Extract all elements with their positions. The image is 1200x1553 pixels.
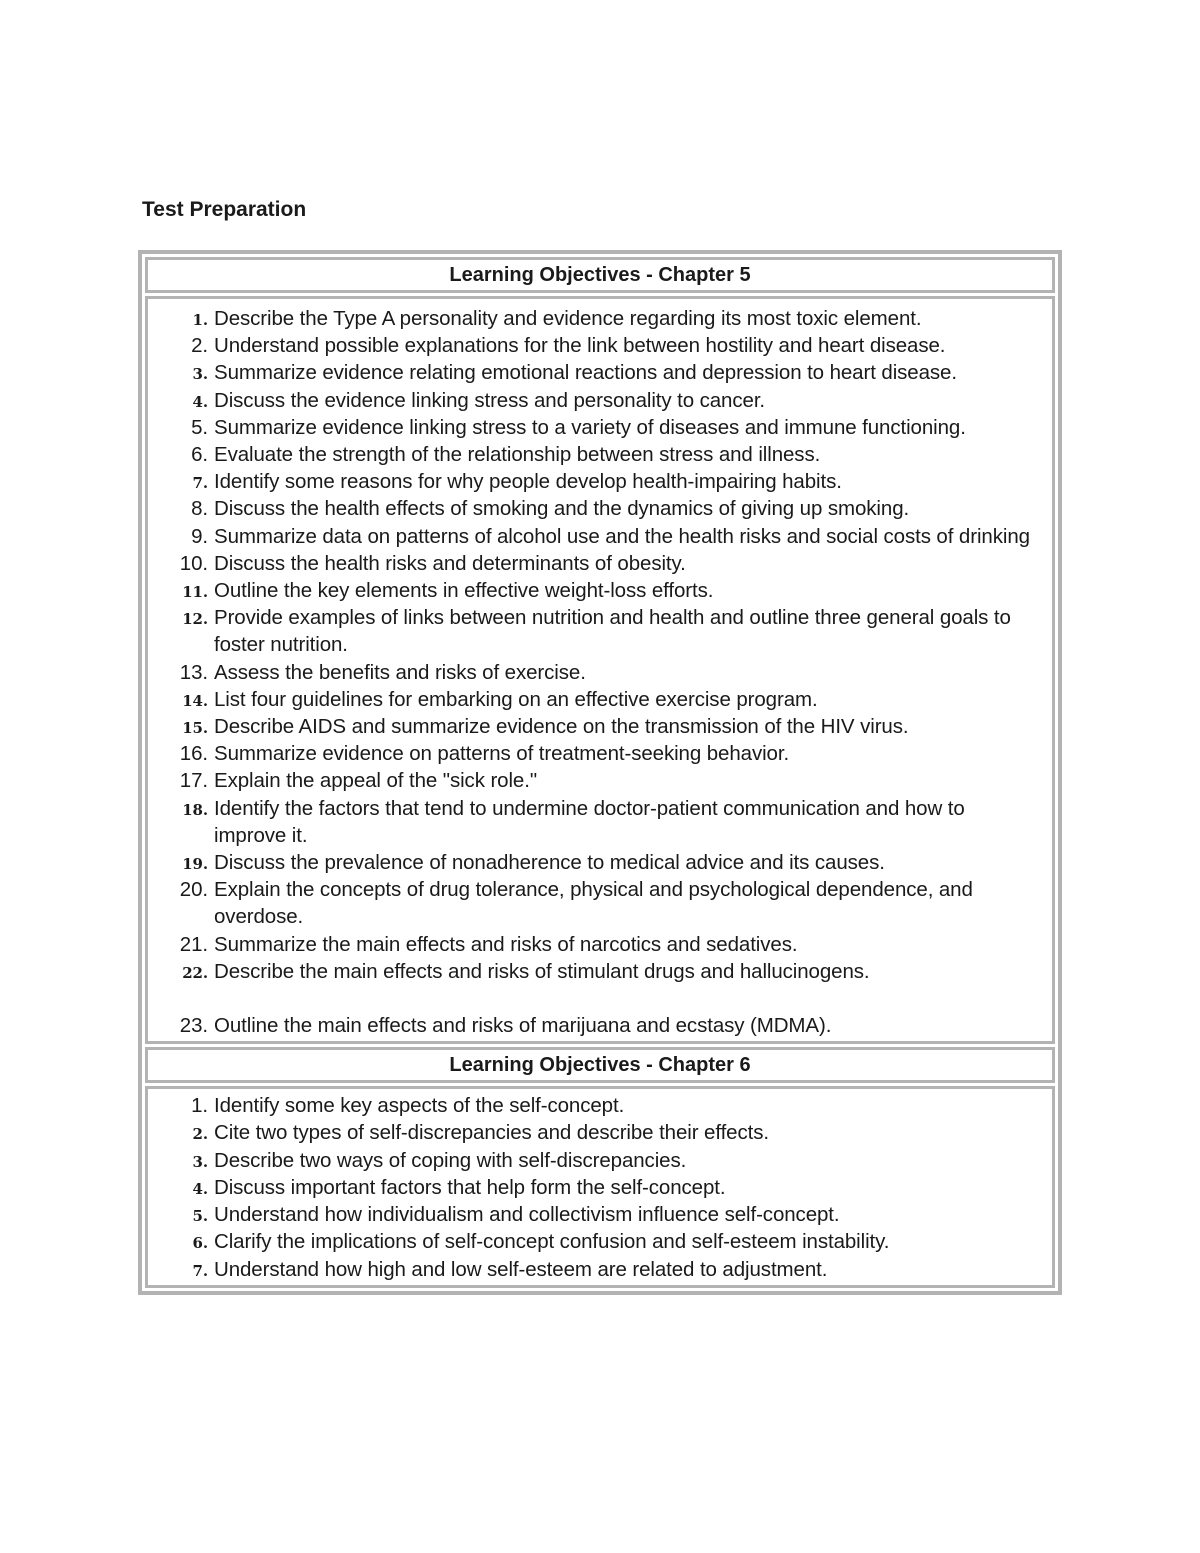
objective-item <box>148 359 1052 386</box>
objective-number: 4. <box>192 1179 208 1198</box>
objective-text: Understand possible explanations for the link between hostility and heart disease. <box>214 334 946 358</box>
objective-number: 10. <box>179 551 208 575</box>
objective-text: Describe two ways of coping with self-discrepancies. <box>214 1148 687 1172</box>
objective-item <box>148 414 1052 441</box>
objective-number: 5. <box>191 415 208 439</box>
page-title: Test Preparation <box>142 198 307 221</box>
objective-text: Summarize evidence relating emotional reactions and depression to heart disease. <box>214 361 957 385</box>
objective-text: Summarize the main effects and risks of narcotics and sedatives. <box>214 932 798 956</box>
objective-number: 6. <box>191 443 208 467</box>
objective-item <box>148 577 1052 604</box>
objective-text: Evaluate the strength of the relationship between stress and illness. <box>214 443 821 467</box>
objective-text: Summarize data on patterns of alcohol use and the health risks and social costs of drinking <box>214 524 1030 548</box>
objective-item <box>148 604 1052 658</box>
objective-text: Identify some reasons for why people develop health-impairing habits. <box>214 470 842 494</box>
objective-item <box>148 1012 1052 1039</box>
learning-objectives-table <box>138 250 1062 1295</box>
objective-item <box>148 713 1052 740</box>
objective-item <box>148 1092 1052 1119</box>
objective-item <box>148 767 1052 794</box>
section-body-chapter-6 <box>145 1086 1055 1287</box>
objective-number: 11. <box>182 583 208 602</box>
objective-number: 2. <box>191 334 208 358</box>
objective-number: 8. <box>191 497 208 521</box>
objective-text: Provide examples of links between nutrition and health and outline three general goals to foster nutrition. <box>214 606 1011 657</box>
objective-number: 4. <box>192 392 208 411</box>
objective-number: 23. <box>179 1014 208 1038</box>
objective-number: 19. <box>182 855 208 874</box>
objective-text: Discuss the health effects of smoking and the dynamics of giving up smoking. <box>214 497 910 521</box>
section-header-chapter-5: Learning Objectives - Chapter 5 <box>145 257 1055 293</box>
objective-number: 2. <box>192 1125 208 1144</box>
objective-number: 20. <box>179 878 208 902</box>
objective-number: 6. <box>192 1234 208 1253</box>
objective-text: Identify some key aspects of the self-concept. <box>214 1094 625 1118</box>
objective-number: 1. <box>191 1094 208 1118</box>
objective-text: Describe the main effects and risks of stimulant drugs and hallucinogens. <box>214 959 870 983</box>
objective-number: 13. <box>179 660 208 684</box>
objective-list-chapter-6 <box>148 1092 1052 1282</box>
objective-number: 1. <box>192 311 208 329</box>
objective-text: Explain the concepts of drug tolerance, physical and psychological dependence, and overdose. <box>214 878 973 929</box>
objective-number: 3. <box>192 365 208 384</box>
objective-item <box>148 523 1052 550</box>
objective-number: 17. <box>179 769 208 793</box>
objective-text: Describe AIDS and summarize evidence on the transmission of the HIV virus. <box>214 715 909 739</box>
objective-number: 15. <box>182 719 208 738</box>
objective-item <box>148 550 1052 577</box>
objective-number: 7. <box>192 474 208 493</box>
objective-item <box>148 659 1052 686</box>
objective-text: List four guidelines for embarking on an effective exercise program. <box>214 687 818 711</box>
objective-text: Explain the appeal of the "sick role." <box>214 769 537 793</box>
objective-item <box>148 1147 1052 1174</box>
objective-text: Summarize evidence on patterns of treatment-seeking behavior. <box>214 742 790 766</box>
objective-text: Discuss important factors that help form the self-concept. <box>214 1175 726 1199</box>
objective-number: 14. <box>182 691 208 710</box>
objective-number: 5. <box>192 1207 208 1226</box>
objective-text: Assess the benefits and risks of exercise. <box>214 660 586 684</box>
objective-item <box>148 1256 1052 1283</box>
objective-text: Cite two types of self-discrepancies and describe their effects. <box>214 1121 769 1145</box>
objective-text: Outline the key elements in effective weight-loss efforts. <box>214 579 714 603</box>
objective-item <box>148 441 1052 468</box>
objective-text: Outline the main effects and risks of marijuana and ecstasy (MDMA). <box>214 1014 832 1038</box>
objective-number: 9. <box>191 524 208 548</box>
section-body-chapter-5 <box>145 296 1055 1044</box>
objective-item <box>148 931 1052 958</box>
objective-item <box>148 795 1052 849</box>
objective-item <box>148 958 1052 985</box>
objective-item <box>148 332 1052 359</box>
objective-item <box>148 1174 1052 1201</box>
objective-text: Understand how high and low self-esteem are related to adjustment. <box>214 1257 828 1281</box>
objective-item <box>148 495 1052 522</box>
objective-text: Describe the Type A personality and evidence regarding its most toxic element. <box>214 307 922 330</box>
objective-item <box>148 876 1052 930</box>
objective-text: Clarify the implications of self-concept confusion and self-esteem instability. <box>214 1230 890 1254</box>
objective-item <box>148 468 1052 495</box>
objective-item <box>148 849 1052 876</box>
objective-item <box>148 1228 1052 1255</box>
objective-number: 12. <box>182 610 208 629</box>
objective-item <box>148 1201 1052 1228</box>
objective-text: Understand how individualism and collectivism influence self-concept. <box>214 1203 840 1227</box>
objective-item <box>148 740 1052 767</box>
objective-item <box>148 387 1052 414</box>
objective-text: Discuss the evidence linking stress and personality to cancer. <box>214 388 766 412</box>
objective-item <box>148 686 1052 713</box>
objective-text: Discuss the prevalence of nonadherence to medical advice and its causes. <box>214 851 885 875</box>
section-header-chapter-6: Learning Objectives - Chapter 6 <box>145 1047 1055 1083</box>
objective-list-chapter-5 <box>148 305 1052 1039</box>
objective-number: 18. <box>182 800 208 819</box>
objective-item <box>148 305 1052 332</box>
objective-number: 3. <box>192 1152 208 1171</box>
objective-number: 21. <box>179 932 208 956</box>
objective-number: 16. <box>179 742 208 766</box>
objective-text: Discuss the health risks and determinants of obesity. <box>214 551 686 575</box>
objective-number: 7. <box>192 1261 208 1280</box>
objective-text: Identify the factors that tend to undermine doctor-patient communication and how to improve it. <box>214 796 965 847</box>
objective-item <box>148 1119 1052 1146</box>
objective-text: Summarize evidence linking stress to a variety of diseases and immune functioning. <box>214 415 966 439</box>
objective-number: 22. <box>182 963 208 982</box>
